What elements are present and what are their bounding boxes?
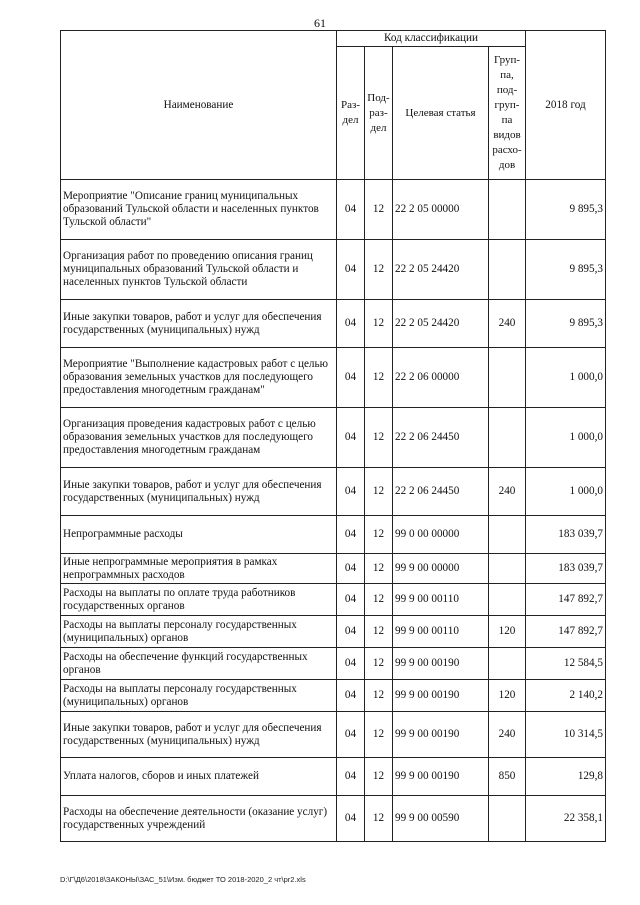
- table-row: [61, 300, 606, 348]
- row-section: 04: [337, 758, 365, 796]
- row-target-article: 22 2 05 24420: [393, 300, 489, 348]
- row-subsection: 12: [365, 516, 393, 554]
- table-header-row: [61, 31, 606, 47]
- table-row: [61, 758, 606, 796]
- table-row: [61, 680, 606, 712]
- row-name: Иные закупки товаров, работ и услуг для обеспечения государственных (муниципальных) нужд: [61, 300, 337, 348]
- row-section: 04: [337, 796, 365, 842]
- row-subsection: 12: [365, 240, 393, 300]
- table-row: [61, 180, 606, 240]
- table-body: [61, 180, 606, 842]
- row-amount-2018: 10 314,5: [526, 712, 606, 758]
- row-subsection: 12: [365, 758, 393, 796]
- row-expense-group: 240: [489, 300, 526, 348]
- row-target-article: 99 9 00 00590: [393, 796, 489, 842]
- row-amount-2018: 183 039,7: [526, 554, 606, 584]
- row-amount-2018: 183 039,7: [526, 516, 606, 554]
- file-path-footer: D:\Г\Д6\2018\ЗАКОНЫ\ЗАС_51\Изм. бюджет ТО 2018-2020_2 чт\pr2.xls: [60, 875, 306, 884]
- row-expense-group: 120: [489, 616, 526, 648]
- table-row: [61, 648, 606, 680]
- table-row: [61, 516, 606, 554]
- row-section: 04: [337, 240, 365, 300]
- row-section: 04: [337, 468, 365, 516]
- row-subsection: 12: [365, 616, 393, 648]
- table-row: [61, 554, 606, 584]
- row-subsection: 12: [365, 584, 393, 616]
- row-target-article: 22 2 05 24420: [393, 240, 489, 300]
- row-expense-group: [489, 584, 526, 616]
- row-name: Расходы на выплаты персоналу государственных (муниципальных) органов: [61, 616, 337, 648]
- row-expense-group: 850: [489, 758, 526, 796]
- row-target-article: 99 9 00 00190: [393, 758, 489, 796]
- row-target-article: 22 2 05 00000: [393, 180, 489, 240]
- table-row: [61, 408, 606, 468]
- row-subsection: 12: [365, 796, 393, 842]
- row-section: 04: [337, 680, 365, 712]
- row-amount-2018: 2 140,2: [526, 680, 606, 712]
- row-target-article: 22 2 06 00000: [393, 348, 489, 408]
- row-amount-2018: 1 000,0: [526, 348, 606, 408]
- row-section: 04: [337, 712, 365, 758]
- row-target-article: 99 9 00 00110: [393, 584, 489, 616]
- row-subsection: 12: [365, 180, 393, 240]
- row-expense-group: [489, 648, 526, 680]
- row-amount-2018: 1 000,0: [526, 408, 606, 468]
- row-expense-group: [489, 180, 526, 240]
- row-name: Организация проведения кадастровых работ с целью образования земельных участков для последующего предоставления многодетным гражданам: [61, 408, 337, 468]
- header-code: Код классификации: [337, 31, 526, 47]
- row-subsection: 12: [365, 554, 393, 584]
- row-amount-2018: 1 000,0: [526, 468, 606, 516]
- row-subsection: 12: [365, 680, 393, 712]
- row-name: Мероприятие "Выполнение кадастровых работ с целью образования земельных участков для последующего предоставления многодетным гражданам": [61, 348, 337, 408]
- table-row: [61, 468, 606, 516]
- row-amount-2018: 147 892,7: [526, 584, 606, 616]
- row-amount-2018: 9 895,3: [526, 240, 606, 300]
- row-target-article: 99 9 00 00000: [393, 554, 489, 584]
- row-subsection: 12: [365, 408, 393, 468]
- row-section: 04: [337, 616, 365, 648]
- row-section: 04: [337, 408, 365, 468]
- row-subsection: 12: [365, 300, 393, 348]
- table-row: [61, 240, 606, 300]
- row-target-article: 99 9 00 00190: [393, 680, 489, 712]
- row-section: 04: [337, 554, 365, 584]
- row-amount-2018: 12 584,5: [526, 648, 606, 680]
- row-target-article: 99 0 00 00000: [393, 516, 489, 554]
- row-expense-group: 240: [489, 712, 526, 758]
- row-amount-2018: 22 358,1: [526, 796, 606, 842]
- table-row: [61, 796, 606, 842]
- row-name: Расходы на выплаты персоналу государственных (муниципальных) органов: [61, 680, 337, 712]
- row-expense-group: [489, 554, 526, 584]
- row-expense-group: [489, 796, 526, 842]
- row-section: 04: [337, 348, 365, 408]
- row-section: 04: [337, 584, 365, 616]
- row-amount-2018: 129,8: [526, 758, 606, 796]
- row-section: 04: [337, 180, 365, 240]
- table-row: [61, 616, 606, 648]
- row-name: Организация работ по проведению описания границ муниципальных образований Тульской области и населенных пунктов Тульской области: [61, 240, 337, 300]
- row-subsection: 12: [365, 648, 393, 680]
- row-name: Иные закупки товаров, работ и услуг для обеспечения государственных (муниципальных) нужд: [61, 468, 337, 516]
- row-name: Расходы на обеспечение функций государственных органов: [61, 648, 337, 680]
- row-name: Непрограммные расходы: [61, 516, 337, 554]
- row-name: Расходы на выплаты по оплате труда работников государственных органов: [61, 584, 337, 616]
- header-expense-group: Груп- па, под- груп- па видов расхо- дов: [489, 47, 526, 180]
- row-target-article: 99 9 00 00110: [393, 616, 489, 648]
- row-expense-group: 240: [489, 468, 526, 516]
- row-expense-group: [489, 348, 526, 408]
- budget-table: [60, 30, 606, 842]
- row-name: Мероприятие "Описание границ муниципальных образований Тульской области и населенных пунктов Тульской области": [61, 180, 337, 240]
- row-subsection: 12: [365, 712, 393, 758]
- row-target-article: 99 9 00 00190: [393, 648, 489, 680]
- row-target-article: 99 9 00 00190: [393, 712, 489, 758]
- table-row: [61, 712, 606, 758]
- row-name: Уплата налогов, сборов и иных платежей: [61, 758, 337, 796]
- row-target-article: 22 2 06 24450: [393, 408, 489, 468]
- row-name: Расходы на обеспечение деятельности (оказание услуг) государственных учреждений: [61, 796, 337, 842]
- row-expense-group: 120: [489, 680, 526, 712]
- row-section: 04: [337, 300, 365, 348]
- row-name: Иные закупки товаров, работ и услуг для обеспечения государственных (муниципальных) нужд: [61, 712, 337, 758]
- row-name: Иные непрограммные мероприятия в рамках непрограммных расходов: [61, 554, 337, 584]
- row-expense-group: [489, 516, 526, 554]
- row-amount-2018: 9 895,3: [526, 300, 606, 348]
- row-target-article: 22 2 06 24450: [393, 468, 489, 516]
- header-name: Наименование: [61, 31, 337, 180]
- table-row: [61, 584, 606, 616]
- row-expense-group: [489, 408, 526, 468]
- row-subsection: 12: [365, 348, 393, 408]
- page-number: 61: [314, 16, 326, 30]
- header-section: Раз- дел: [337, 47, 365, 180]
- row-subsection: 12: [365, 468, 393, 516]
- table-row: [61, 348, 606, 408]
- header-year: 2018 год: [526, 31, 606, 180]
- header-target: Целевая статья: [393, 47, 489, 180]
- header-subsection: Под- раз- дел: [365, 47, 393, 180]
- row-section: 04: [337, 648, 365, 680]
- row-section: 04: [337, 516, 365, 554]
- row-amount-2018: 9 895,3: [526, 180, 606, 240]
- row-amount-2018: 147 892,7: [526, 616, 606, 648]
- row-expense-group: [489, 240, 526, 300]
